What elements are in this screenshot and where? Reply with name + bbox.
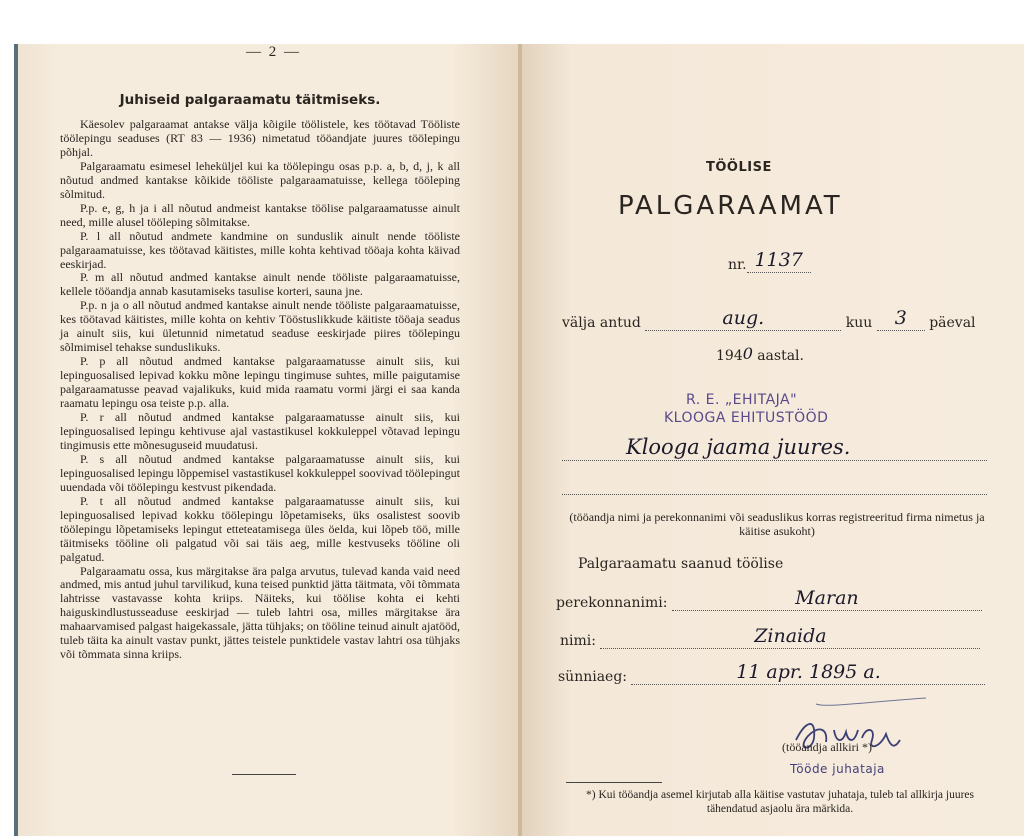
blank-line xyxy=(562,478,987,495)
day-value: 3 xyxy=(894,307,907,329)
surname-value: Maran xyxy=(795,587,859,609)
nr-label: nr. xyxy=(728,257,747,273)
issued-month-field xyxy=(645,307,841,331)
birth-row xyxy=(558,661,985,685)
location-field xyxy=(562,435,987,461)
instruction-paragraph: P. p all nõutud andmed kantakse palgaraamatusse ainult siis, kui lepinguosalised lepivad kokku mõne lepingu tingimuse suhtes, mille paigutamise palgaraamatusse peavad vajalikuks, kuid mida raamatu vormi järgi ei saa kanda raamatu lepingu osa teiste p.p. alla. xyxy=(60,354,460,411)
instruction-paragraph: Palgaraamatu esimesel leheküljel kui ka töölepingu osas p.p. a, b, d, j, k all nõutud andmed kantakse kõikide tööliste palgaraamatuisse, kellega tööleping sõlmitud. xyxy=(60,158,460,201)
instruction-paragraph: P. r all nõutud andmed kantakse palgaraamatusse ainult siis, kui lepinguosalised lepingu kehtivuse ajal vastastikusel kokkuleppel võtavad lepingu tingimusis ette mõnesuguseid muudatusi. xyxy=(60,410,460,452)
instruction-paragraph: P. l all nõutud andmete kandmine on sunduslik ainult nende tööliste palgaraamatuisse, kes töötavad käitistes, mille kohta kehtivad tööaja kohta käivad eeskirjad. xyxy=(60,228,460,271)
year-digit: 0 xyxy=(742,344,753,363)
footnote: *) Kui tööandja asemel kirjutab alla käitise vastutav juhataja, tuleb tal allkirja juures tähendatud asjaolu ära märkida. xyxy=(585,789,974,815)
heading-worker: TÖÖLISE xyxy=(706,160,772,175)
firstname-value: Zinaida xyxy=(754,625,827,647)
surname-label: perekonnanimi: xyxy=(556,595,668,611)
page-number: — 2 — xyxy=(246,44,301,60)
employer-signature xyxy=(776,690,936,770)
end-rule xyxy=(232,774,296,775)
instruction-paragraph: P.p. n ja o all nõutud andmed kantakse ainult nende tööliste palgaraamatuisse, kes töötavad käitistes, mille kohta on kehtiv Tööstuslikkude käitiste tööaja seadus ja ainult siis, kui ületunnid nimetatud seaduse eeskirjade piires töölepingu sõlmimisel tehakse sunduslikuks. xyxy=(60,298,460,355)
year-prefix: 194 xyxy=(716,348,743,364)
instruction-paragraph: P.p. e, g, h ja i all nõutud andmeist kantakse töölise palgaraamatusse ainult need, mille alusel tööleping sõlmitakse. xyxy=(60,200,460,229)
instruction-paragraph: Palgaraamatu ossa, kus märgitakse ära palga arvutus, tulevad kanda vaid need andmed, mis antud juhul tarvilikud, kuna teised punktid jätta täitmata, või tõmmata lahtrisse vastavasse kohta kriips. Näiteks, kui töölise kohta ei kehti haiguskindlustusseaduse eeskirjad — tuleb lahtri osa, milles märgitakse ära mahaarvamised palgast haigekassale, jätta tühjaks; on tööline teinud ainult ajatööd, tuleb täita ka ainult vastav punkt, jättes teistele punktidele vastav lahtri osa tühjaks või tõmmata sinna kriips. xyxy=(60,563,460,662)
instruction-paragraph: Käesolev palgaraamat antakse välja kõigile töölistele, kes töötavad Tööliste töölepingu seaduses (RT 83 — 1936) nimetatud tööandjate juures töölepingu põhjal. xyxy=(60,117,460,159)
day-field xyxy=(877,307,925,331)
firstname-label: nimi: xyxy=(560,633,596,649)
year-field xyxy=(742,344,753,364)
month-label: kuu xyxy=(845,315,873,331)
received-label: Palgaraamatu saanud töölise xyxy=(578,556,784,572)
issued-label: välja antud xyxy=(562,315,641,331)
stamp-company: R. E. „EHITAJA" xyxy=(686,392,798,408)
stamp-site: KLOOGA EHITUSTÖÖD xyxy=(664,410,829,426)
signature-label: (tööandja allkiri *) xyxy=(782,740,872,754)
issued-month-value: aug. xyxy=(722,307,765,329)
blank-field xyxy=(562,478,987,495)
employer-note: (tööandja nimi ja perekonnanimi või seaduslikus korras registreeritud firma nimetus ja käitise asukoht) xyxy=(569,510,985,538)
surname-row xyxy=(556,587,982,611)
heading-wagebook: PALGARAAMAT xyxy=(618,191,843,221)
birth-field xyxy=(631,661,985,685)
firstname-row xyxy=(560,625,980,649)
nr-field xyxy=(747,249,811,273)
footnote-rule xyxy=(566,782,662,783)
instructions-title: Juhiseid palgaraamatu täitmiseks. xyxy=(119,92,381,108)
instruction-paragraph: P. s all nõutud andmed kantakse palgaraamatusse ainult siis, kui lepinguosalised lepingu lõppemisel vastastikusel kokkuleppel soovivad töölepingut uuendada või töölepingu kestvust pikendada. xyxy=(60,451,460,494)
stamp-manager: Tööde juhataja xyxy=(790,762,885,776)
instruction-paragraph: P. t all nõutud andmed kantakse palgaraamatusse ainult siis, kui lepinguosalised lepivad kokku töölepingu lõpetamiseks, üks osalistest soovib töölepingu lõpetamiseks lepingut etteteatamisega üles öelda, kui lõpeb töö, mille täitmiseks tööline oli palgatud või sai täis aeg, mille kestvuseks tööline oli palgatud. xyxy=(60,493,460,564)
location-value: Klooga jaama juures. xyxy=(626,435,851,459)
year-label: aastal. xyxy=(757,348,804,364)
firstname-field xyxy=(600,625,980,649)
year-row xyxy=(716,344,804,364)
instruction-paragraph: P. m all nõutud andmed kantakse ainult nende tööliste palgaraamatuisse, kellele tööandja annab kasutamiseks tasulise korteri, sauna jne. xyxy=(60,270,460,299)
instructions-body xyxy=(60,118,460,662)
surname-field xyxy=(672,587,982,611)
issued-row xyxy=(562,307,976,331)
day-label: päeval xyxy=(929,315,976,331)
birth-value: 11 apr. 1895 a. xyxy=(736,661,881,683)
nr-value: 1137 xyxy=(754,249,803,271)
birth-label: sünniaeg: xyxy=(558,669,628,685)
location-row xyxy=(562,435,987,461)
number-row xyxy=(728,249,811,273)
